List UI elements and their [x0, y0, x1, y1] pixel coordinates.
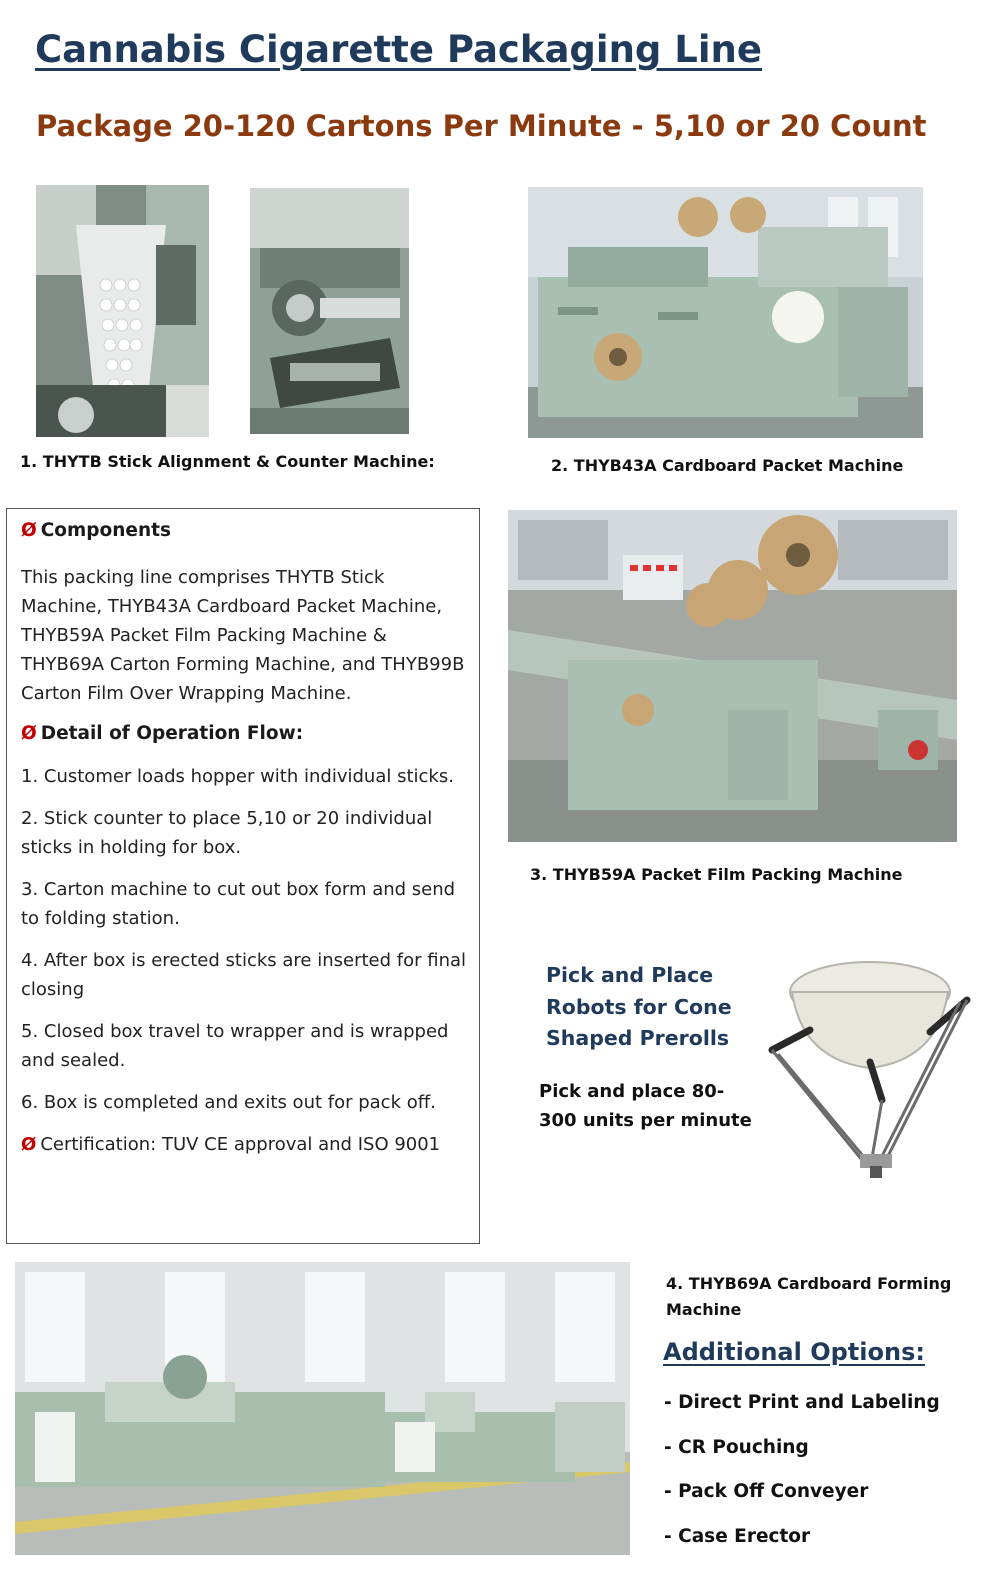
additional-options-heading: Additional Options:	[663, 1338, 925, 1366]
flow-step: 5. Closed box travel to wrapper and is wrapped and sealed.	[21, 1021, 449, 1071]
option-item: - CR Pouching	[664, 1437, 809, 1458]
bullet-icon: Ø	[21, 723, 37, 744]
machine-4-caption: 4. THYB69A Cardboard Forming Machine	[666, 1274, 952, 1319]
flow-step: 3. Carton machine to cut out box form and send to folding station.	[21, 879, 456, 929]
cardboard-packet-machine-photo	[528, 187, 923, 438]
flow-step: 6. Box is completed and exits out for pack off.	[21, 1092, 436, 1113]
flow-step: 4. After box is erected sticks are inserted for final closing	[21, 950, 467, 1000]
machine-3-caption: 3. THYB59A Packet Film Packing Machine	[530, 865, 903, 884]
option-item: - Direct Print and Labeling	[664, 1392, 940, 1413]
delta-robot-illustration	[762, 950, 977, 1182]
operation-flow-heading: Ø Detail of Operation Flow:	[21, 723, 304, 744]
components-panel	[6, 508, 480, 1244]
cardboard-forming-line-photo	[15, 1262, 630, 1555]
components-description: This packing line comprises THYTB Stick Machine, THYB43A Cardboard Packet Machine, THYB59A Packet Film Packing Machine & THYB69A Carton Forming Machine, and THYB99B Carton Film Over Wrapping Machine.	[21, 567, 465, 704]
flow-step: 2. Stick counter to place 5,10 or 20 individual sticks in holding for box.	[21, 808, 433, 858]
flow-step: 1. Customer loads hopper with individual sticks.	[21, 766, 454, 787]
machine-1-caption: 1. THYTB Stick Alignment & Counter Machine:	[20, 452, 435, 471]
stick-counter-photo-2	[250, 188, 409, 434]
certification-line: Ø Certification: TUV CE approval and ISO 9001	[21, 1134, 441, 1155]
pick-place-rate: Pick and place 80- 300 units per minute	[539, 1081, 752, 1131]
page-title: Cannabis Cigarette Packaging Line	[35, 28, 762, 71]
stick-alignment-photo-1	[36, 185, 209, 437]
components-heading: Ø Components	[21, 520, 171, 541]
page-subtitle: Package 20-120 Cartons Per Minute - 5,10 or 20 Count	[36, 109, 927, 143]
bullet-icon: Ø	[21, 1134, 37, 1155]
option-item: - Case Erector	[664, 1526, 811, 1547]
packet-film-packing-machine-photo	[508, 510, 957, 842]
option-item: - Pack Off Conveyer	[664, 1481, 869, 1502]
pick-place-title: Pick and Place Robots for Cone Shaped Prerolls	[546, 963, 732, 1050]
machine-2-caption: 2. THYB43A Cardboard Packet Machine	[551, 456, 904, 475]
bullet-icon: Ø	[21, 520, 37, 541]
